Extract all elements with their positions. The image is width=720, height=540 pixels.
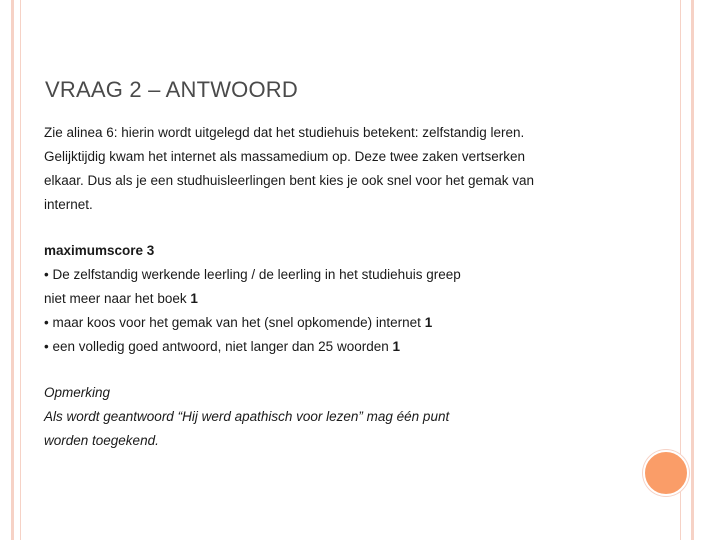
criterion-2 <box>44 311 604 335</box>
score-heading: maximumscore 3 <box>44 243 155 258</box>
criterion-2-points: 1 <box>424 315 433 330</box>
intro-line: Gelijktijdig kwam het internet als massamedium op. Deze twee zaken vertserken <box>44 149 525 164</box>
remark-heading: Opmerking <box>44 385 111 400</box>
remark-section <box>44 381 604 453</box>
scoring-section <box>44 239 604 359</box>
criterion-1-text: niet meer naar het boek <box>44 291 191 306</box>
slide-title: VRAAG 2 – ANTWOORD <box>45 77 298 102</box>
criterion-3-points: 1 <box>392 339 400 354</box>
criterion-1-line-1: • De zelfstandig werkende leerling / de leerling in het studiehuis greep <box>44 267 461 282</box>
criterion-1-points: 1 <box>190 291 198 306</box>
criterion-3-text: • een volledig goed antwoord, niet langer dan 25 woorden <box>44 339 393 354</box>
intro-line: elkaar. Dus als je een studhuisleerlingen bent kies je ook snel voor het gemak van <box>44 173 535 188</box>
decorative-circle <box>643 450 689 496</box>
slide-body <box>44 121 604 453</box>
criterion-3 <box>44 335 604 359</box>
intro-line: Zie alinea 6: hierin wordt uitgelegd dat het studiehuis betekent: zelfstandig leren. <box>44 125 525 140</box>
intro-line: internet. <box>44 197 93 212</box>
remark-line: worden toegekend. <box>44 433 159 448</box>
remark-line: Als wordt geantwoord “Hij werd apathisch voor lezen” mag één punt <box>44 409 450 424</box>
criterion-1-line-2 <box>44 287 604 311</box>
criterion-2-text: • maar koos voor het gemak van het (snel opkomende) internet <box>44 315 425 330</box>
section-spacer <box>44 359 604 381</box>
intro-paragraph <box>44 121 604 217</box>
